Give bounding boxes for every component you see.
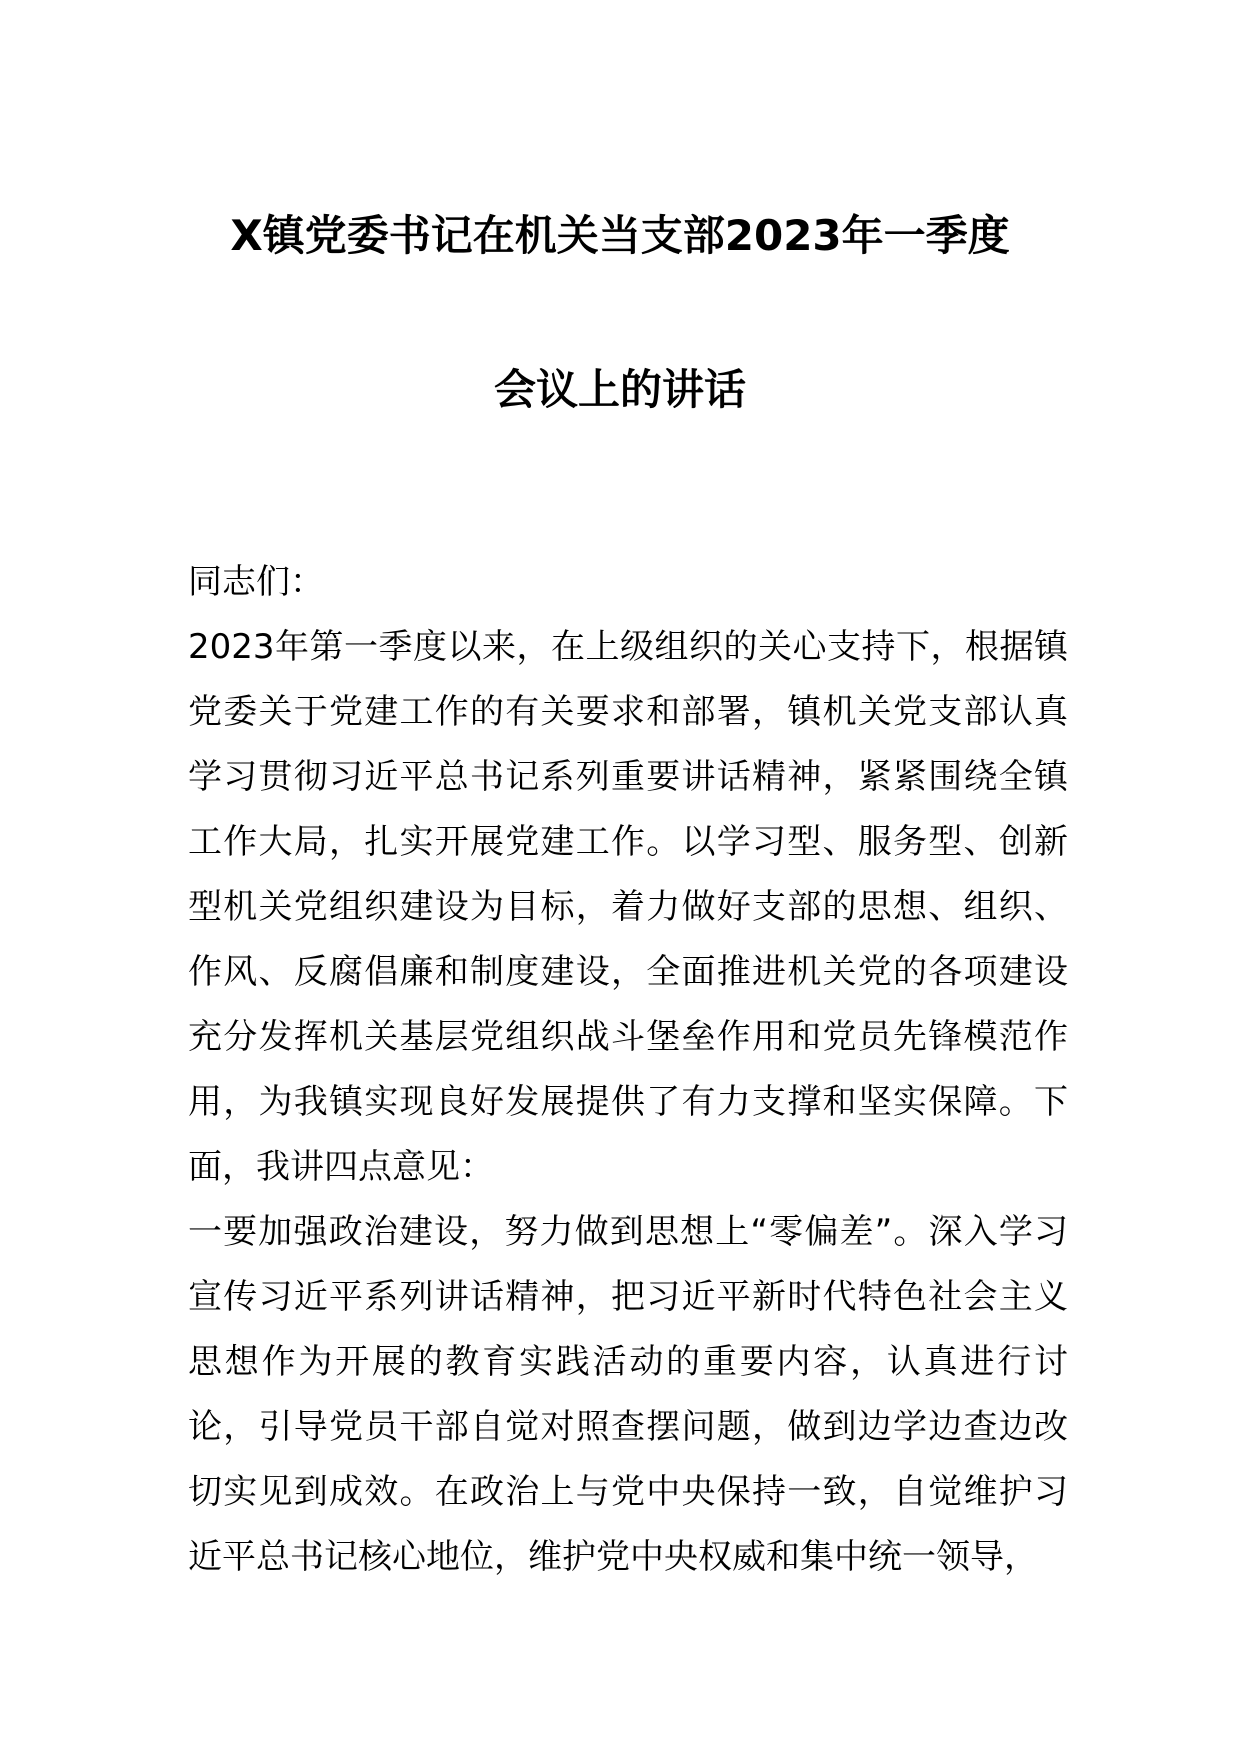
paragraph-1: 2023年第一季度以来，在上级组织的关心支持下，根据镇党委关于党建工作的有关要求和部署，镇机关党支部认真学习贯彻习近平总书记系列重要讲话精神，紧紧围绕全镇工作大局，扎实开展党建工作。以学习型、服务型、创新型机关党组织建设为目标，着力做好支部的思想、组织、作风、反腐倡廉和制度建设，全面推进机关党的各项建设充分发挥机关基层党组织战斗堡垒作用和党员先锋模范作用，为我镇实现良好发展提供了有力支撑和坚实保障。下面，我讲四点意见： <box>188 627 1068 1187</box>
document-title-line-1: X镇党委书记在机关当支部2023年一季度 <box>230 211 1010 260</box>
paragraph-2: 一要加强政治建设，努力做到思想上“零偏差”。深入学习宣传习近平系列讲话精神，把习近平新时代特色社会主义思想作为开展的教育实践活动的重要内容，认真进行讨论，引导党员干部自觉对照查摆问题，做到边学边查边改切实见到成效。在政治上与党中央保持一致，自觉维护习近平总书记核心地位，维护党中央权威和集中统一领导， <box>188 1212 1068 1577</box>
document-body <box>188 550 1068 1590</box>
salutation: 同志们： <box>188 562 324 602</box>
document-title-line-2: 会议上的讲话 <box>493 365 746 414</box>
